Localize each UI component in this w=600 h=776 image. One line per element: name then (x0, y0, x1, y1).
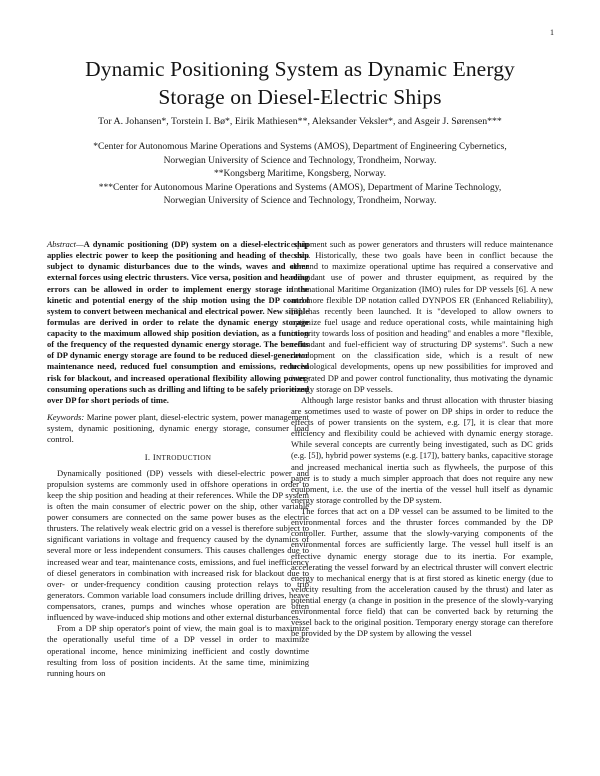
affiliation-line: Norwegian University of Science and Technology, Trondheim, Norway. (163, 196, 437, 207)
section-title-cap: I (152, 452, 157, 463)
title-line-2: Storage on Diesel-Electric Ships (158, 85, 442, 109)
body-paragraph: From a DP ship operator's point of view, the main goal is to maximize the operationally useful time of a DP vessel in order to maximize operational income, hence minimizing inefficient and costly downtime resulting from loss of position incidents. At the same time, minimizing running hours on (47, 623, 309, 678)
keywords-text: Marine power plant, diesel-electric system, power management system, dynamic positioning, dynamic energy storage, consumer load control. (47, 411, 309, 445)
abstract (47, 239, 309, 406)
section-heading (47, 452, 309, 464)
keywords-label: Keywords: (47, 411, 85, 422)
right-column (291, 239, 553, 640)
title-line-1: Dynamic Positioning System as Dynamic Energy (85, 57, 515, 81)
section-title-rest: NTRODUCTION (156, 454, 212, 463)
left-column (47, 239, 309, 679)
affiliations (40, 141, 560, 209)
author-list: Tor A. Johansen*, Torstein I. Bø*, Eirik Mathiesen**, Aleksander Veksler*, and Asgeir J. Sørensen*** (98, 116, 502, 127)
paper-title (40, 55, 560, 111)
body-paragraph: The forces that act on a DP vessel can be assumed to be limited to the environmental forces and the thruster forces commanded by the DP controller. Further, assume that the slowly-varying components of the environmental forces are sufficiently large. The vessel hull itself is an effective dynamic energy storage due to its inertia. For example, accelerating the vessel forward by an electrical thruster will convert electric energy to mechanical energy that is at first stored as kinetic energy (due to velocity resulting from the acceleration caused by the thrust) and later as potential energy (a change in position in the presence of the slowly-varying environmental force field) that can be converted back by returning the vessel back to the original position. Temporary energy storage can therefore be provided by the DP system by allowing the vessel (291, 506, 553, 639)
affiliation-line: *Center for Autonomous Marine Operations and Systems (AMOS), Department of Engineering Cybernetics, (93, 142, 507, 152)
body-paragraph: equipment such as power generators and thrusters will reduce maintenance costs. Historically, these two goals have been in conflict because the demand to maximize operational uptime has required a conservative and redundant use of power and thruster equipment, as required by the International Maritime Organization (IMO) rules for DP vessels [6]. A new and more flexible DP notation called DYNPOS ER (Enhanced Reliability), [3], has recently been launched. It is "developed to allow owners to optimize fuel usage and reduce operational costs, while maintaining high integrity towards loss of position and heading" and enables a more "flexible, redundant and fuel-efficient way of structuring DP systems". Such a new development on the classification side, which is a result of new technological developments, opens up new possibilities for improved and integrated DP and power control functionality, thus motivating the dynamic energy storage on DP vessels. (291, 239, 553, 394)
keywords (47, 412, 309, 446)
body-paragraph: Although large resistor banks and thrust allocation with thruster biasing are sometimes used to waste of power on DP ships in order to reduce the effects of power transients on the system, e.g. [7], it is clear that more efficiency and flexibility could be achieved with dynamic energy storage. While several concepts are currently being investigated, such as DC grids (e.g. [5]), hybrid power systems (e.g. [17]), battery banks, capacitive storage and increased mechanical inertia such as flywheels, the purpose of this paper is to study a much simpler approach that does not require any new equipment, i.e. the use of the inertia of the vessel hull itself as dynamic energy storage controlled by the DP system. (291, 394, 553, 505)
section-number: I. (144, 452, 151, 463)
body-paragraph: Dynamically positioned (DP) vessels with diesel-electric power and propulsion systems are commonly used in offshore operations in order to keep the ship position and heading at their references. While the DP system is often the main consumer of electric power on the ship, other variable power consumers are connected on the same power buses as the electric thrusters. The relatively weak electric grid on a vessel is therefore subject to significant variations in voltage and frequency caused by the dynamics of several more or less independent consumers. This causes challenges due to increased wear and tear, maintenance costs, emissions, and fuel inefficiency of diesel generators in combination with increased risk for blackout due to over- or under-frequency condition causing protection relays to trip generators. Common variable load consumers include drilling drives, heave compensators, cranes, pumps and winches whose operation are often influenced by wave-induced ship motions and other external disturbances. (47, 467, 309, 623)
abstract-text: A dynamic positioning (DP) system on a diesel-electric ship applies electric power to keep the positioning and heading of the ship subject to dynamic disturbances due to the winds, waves and other external forces using electric thrusters. Vice versa, position and heading errors can be allowed in order to implement energy storage in the kinetic and potential energy of the ship motion using the DP control system to convert between mechanical and electrical power. New simple formulas are derived in order to relate the dynamic energy storage capacity to the maximum allowed ship position deviation, as a function of the frequency of the requested dynamic energy storage. The benefits of DP dynamic energy storage are found to be reduced diesel-generator maintenance need, reduced fuel consumption and emissions, reduced risk for blackout, and increased operational flexibility allowing power-consuming operations such as drilling and lifting to be safely prioritized over DP for short periods of time. (47, 239, 309, 405)
page-number: 1 (550, 28, 554, 37)
abstract-label: Abstract— (47, 239, 84, 249)
affiliation-line: **Kongsberg Maritime, Kongsberg, Norway. (213, 169, 387, 180)
affiliation-line: ***Center for Autonomous Marine Operations and Systems (AMOS), Department of Marine Technology, (98, 182, 502, 193)
affiliation-line: Norwegian University of Science and Technology, Trondheim, Norway. (163, 155, 437, 166)
